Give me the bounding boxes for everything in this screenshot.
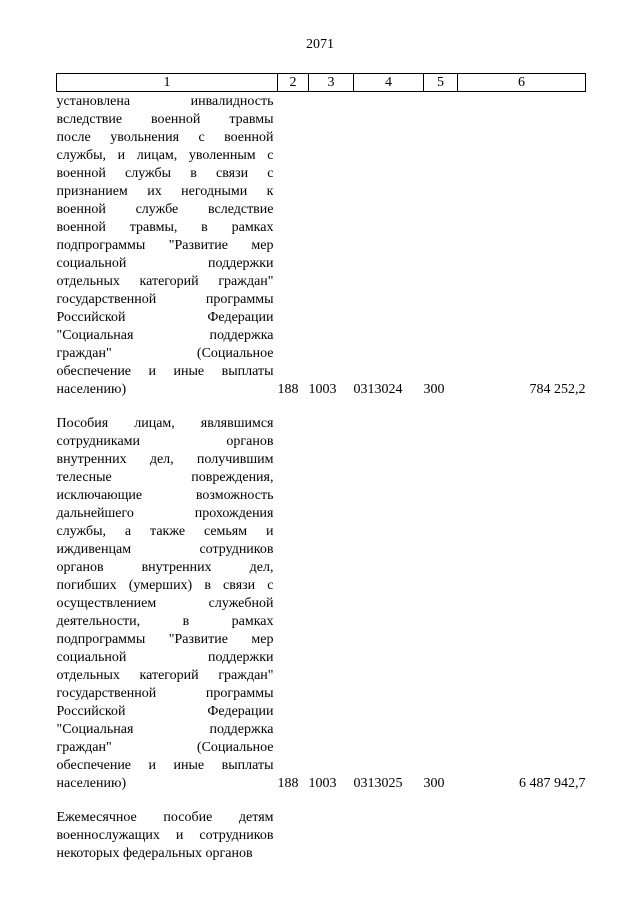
row-amount: 6 487 942,7: [519, 776, 586, 791]
description-line: социальной поддержки: [56, 256, 274, 271]
description-line: подпрограммы "Развитие мер: [56, 632, 274, 647]
description-line: дальнейшего прохождения: [56, 506, 274, 521]
description-line: вследствие военной травмы: [56, 112, 274, 127]
row-code-target: [354, 793, 424, 863]
row-code-section: 1003: [308, 382, 337, 397]
description-line: подпрограммы "Развитие мер: [56, 238, 274, 253]
description-line: некоторых федеральных органов: [56, 846, 253, 861]
description-line: после увольнения с военной: [56, 130, 274, 145]
description-line: обеспечение и иные выплаты: [56, 758, 274, 773]
description-line: деятельности, в рамках: [56, 614, 274, 629]
description-line: погибших (умерших) в связи с: [56, 578, 274, 593]
budget-table: [56, 73, 586, 863]
description-line: Пособия лицам, являвшимся: [56, 416, 274, 431]
row-description: [57, 793, 278, 863]
description-line: отдельных категорий граждан": [56, 274, 274, 289]
description-line: государственной программы: [56, 686, 274, 701]
row-description: [57, 399, 278, 793]
description-line: отдельных категорий граждан": [56, 668, 274, 683]
row-code-admin: 188: [277, 382, 299, 397]
description-line: военной травмы, в рамках: [56, 220, 274, 235]
row-code-expense-type: [424, 793, 458, 863]
description-line: "Социальная поддержка: [56, 722, 274, 737]
description-line: исключающие возможность: [56, 488, 274, 503]
column-header-3: 3: [309, 74, 354, 92]
description-line: службы, и лицам, уволенным с: [56, 148, 274, 163]
description-line: службы, а также семьям и: [56, 524, 274, 539]
description-line: граждан" (Социальное: [56, 740, 274, 755]
row-code-admin: 188: [277, 776, 299, 791]
description-line: государственной программы: [56, 292, 274, 307]
description-line: военной службы в связи с: [56, 166, 274, 181]
description-line: сотрудниками органов: [56, 434, 274, 449]
row-description: [57, 92, 278, 400]
description-line: населению): [56, 776, 127, 791]
description-line: органов внутренних дел,: [56, 560, 274, 575]
description-line: Российской Федерации: [56, 310, 274, 325]
column-header-2: 2: [278, 74, 309, 92]
description-line: социальной поддержки: [56, 650, 274, 665]
description-line: Российской Федерации: [56, 704, 274, 719]
description-line: внутренних дел, получившим: [56, 452, 274, 467]
column-header-1: 1: [57, 74, 278, 92]
description-line: признанием их негодными к: [56, 184, 274, 199]
description-line: граждан" (Социальное: [56, 346, 274, 361]
row-code-section: 1003: [308, 776, 337, 791]
row-code-target: 0313025: [353, 776, 403, 791]
column-header-4: 4: [354, 74, 424, 92]
row-code-target: 0313024: [353, 382, 403, 397]
row-code-expense-type: 300: [423, 382, 445, 397]
row-amount: [458, 793, 586, 863]
description-line: Ежемесячное пособие детям: [56, 810, 274, 825]
row-code-admin: [278, 793, 309, 863]
row-code-expense-type: 300: [423, 776, 445, 791]
description-line: населению): [56, 382, 127, 397]
description-line: иждивенцам сотрудников: [56, 542, 274, 557]
description-line: осуществлением служебной: [56, 596, 274, 611]
description-line: "Социальная поддержка: [56, 328, 274, 343]
table-row: [57, 399, 586, 793]
table-header-row: [57, 74, 586, 92]
description-line: обеспечение и иные выплаты: [56, 364, 274, 379]
row-code-section: [309, 793, 354, 863]
row-amount: 784 252,2: [529, 382, 586, 397]
description-line: установлена инвалидность: [56, 94, 274, 109]
table-row: [57, 92, 586, 400]
description-line: военнослужащих и сотрудников: [56, 828, 274, 843]
description-line: военной службе вследствие: [56, 202, 274, 217]
column-header-5: 5: [424, 74, 458, 92]
page-number: 2071: [306, 37, 334, 52]
column-header-6: 6: [458, 74, 586, 92]
table-row: [57, 793, 586, 863]
description-line: телесные повреждения,: [56, 470, 274, 485]
